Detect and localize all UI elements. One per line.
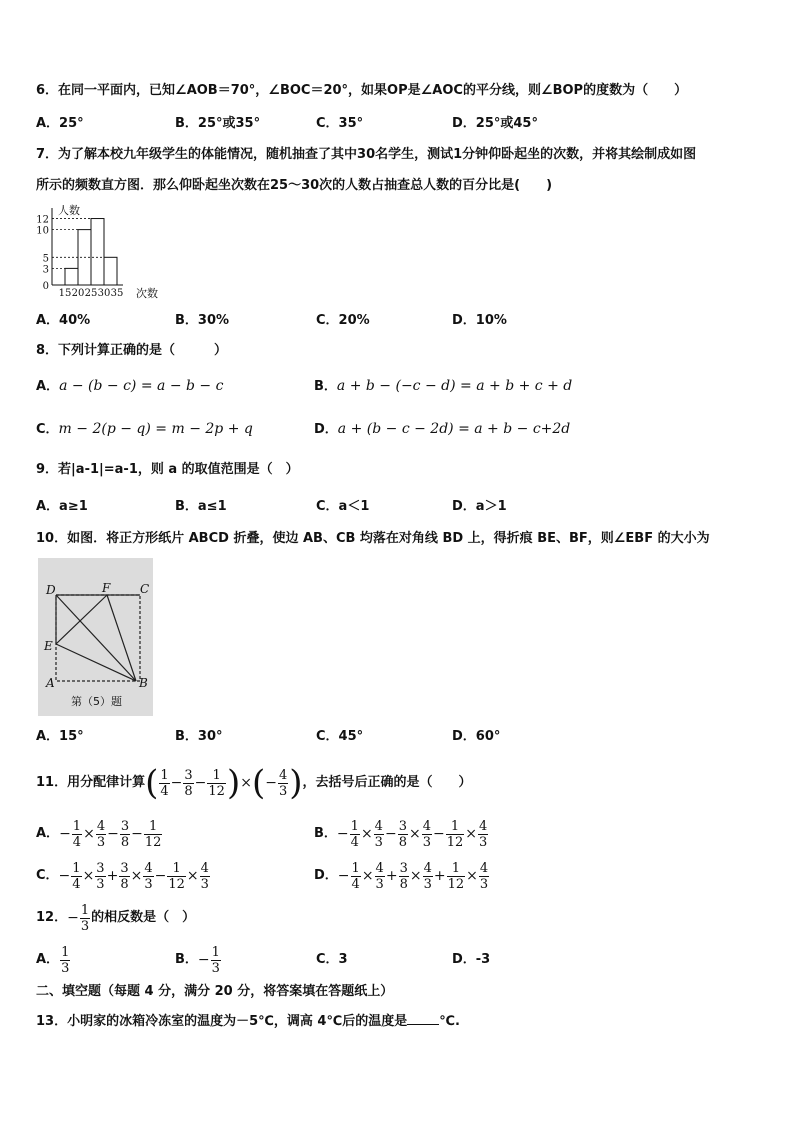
q8-option-b xyxy=(314,377,572,396)
histogram-ylabel: 人数 xyxy=(58,204,80,217)
q8-option-b-label: B． xyxy=(314,379,337,394)
q9-stem: 9．若|a-1|=a-1，则 a 的取值范围是（ ） xyxy=(36,462,299,477)
q8-option-b-expr: a + b − (−c − d) = a + b + c + d xyxy=(336,378,573,394)
q7-option-a: A．40% xyxy=(36,313,91,328)
q11-prefix: 11．用分配律计算 xyxy=(36,775,146,790)
q8-option-d-expr: a + (b − c − 2d) = a + b − c+2d xyxy=(337,421,571,437)
q6-stem: 6．在同一平面内，已知∠AOB＝70°，∠BOC＝20°，如果OP是∠AOC的平分线，则∠BOP的度数为（ ） xyxy=(36,83,688,98)
q8-stem: 8．下列计算正确的是（ ） xyxy=(36,343,228,358)
histogram-x-tick-label: 30 xyxy=(97,288,111,299)
q10-stem: 10．如图．将正方形纸片 ABCD 折叠，使边 AB、CB 均落在对角线 BD 上，得折痕 BE、BF，则∠EBF 的大小为 xyxy=(36,531,710,546)
q6-option-a: A．25° xyxy=(36,116,84,131)
q7-stem-line2: 所示的频数直方图．那么仰卧起坐次数在25～30次的人数占抽查总人数的百分比是( ) xyxy=(36,178,553,193)
point-f-label: F xyxy=(102,581,111,595)
q10-option-c: C．45° xyxy=(316,729,364,744)
q11-option-b-label: B． xyxy=(314,826,337,841)
q12-prefix: 12． xyxy=(36,910,68,925)
q11-option-c-label: C． xyxy=(36,868,59,883)
q13-answer-blank[interactable] xyxy=(407,1011,439,1025)
q10-figure xyxy=(38,558,153,716)
q8-option-a-label: A． xyxy=(36,379,60,394)
histogram-y-tick-label: 3 xyxy=(42,264,49,276)
q8-option-a xyxy=(36,377,223,396)
histogram-bar xyxy=(65,268,78,285)
q6-option-d: D．25°或45° xyxy=(452,116,538,131)
q13-stem xyxy=(36,1011,460,1031)
q13-after: ℃. xyxy=(439,1014,460,1029)
q7-option-d: D．10% xyxy=(452,313,507,328)
histogram-y-tick-label: 12 xyxy=(36,214,49,226)
histogram-x-tick-label: 20 xyxy=(71,288,85,299)
histogram-bar xyxy=(91,219,104,285)
histogram-y-tick-label: 0 xyxy=(42,281,49,292)
point-b-label: B xyxy=(139,676,148,690)
q8-option-d xyxy=(314,420,570,439)
histogram-bar xyxy=(104,257,117,285)
q12-option-a: A． $\frac{1}{3}$ xyxy=(36,944,70,976)
q8-option-a-expr: a − (b − c) = a − b − c xyxy=(59,378,224,394)
q11-option-b: B．− $\frac{1}{4}$ × $\frac{4}{3}$ − $\frac{3}{8}$ × $\frac{4}{3}$ − $\frac{1}{12}$ × $\frac{4}{3}$ xyxy=(314,818,488,850)
q12-option-c: C．3 xyxy=(316,952,348,967)
q11-suffix: ，去括号后正确的是（ ） xyxy=(302,775,472,790)
q12-suffix: 的相反数是（ ） xyxy=(91,910,196,925)
q9-option-b: B．a≤1 xyxy=(175,499,227,514)
section-2-heading: 二、填空题（每题 4 分，满分 20 分，将答案填在答题纸上） xyxy=(36,984,394,999)
histogram-chart xyxy=(30,200,170,305)
q7-option-c: C．20% xyxy=(316,313,370,328)
q11-stem: 11．用分配律计算( $\frac{1}{4}$ − $\frac{3}{8}$ − $\frac{1}{12}$ )×(− $\frac{4}{3}$ )，去括号后正确的是（ ） xyxy=(36,763,472,803)
q12-stem: 12．− $\frac{1}{3}$ 的相反数是（ ） xyxy=(36,902,196,934)
histogram-y-tick-label: 5 xyxy=(42,253,49,265)
histogram-x-tick-label: 25 xyxy=(84,288,98,299)
histogram-y-tick-label: 10 xyxy=(36,225,49,237)
q6-option-b: B．25°或35° xyxy=(175,116,261,131)
q11-option-d-label: D． xyxy=(314,868,338,883)
figure-caption: 第（5）题 xyxy=(71,695,122,708)
q10-option-b: B．30° xyxy=(175,729,223,744)
square-fold-diagram xyxy=(38,558,153,716)
q11-option-d: D．− $\frac{1}{4}$ × $\frac{4}{3}$ + $\frac{3}{8}$ × $\frac{4}{3}$ + $\frac{1}{12}$ × $\frac{4}{3}$ xyxy=(314,860,489,892)
histogram-x-tick-label: 35 xyxy=(110,288,124,299)
q9-option-c: C．a＜1 xyxy=(316,499,370,514)
q12-option-d: D．-3 xyxy=(452,952,491,967)
q12-option-b: B．− $\frac{1}{3}$ xyxy=(175,944,220,976)
q12-option-b-label: B． xyxy=(175,952,198,967)
q11-option-a-label: A． xyxy=(36,826,60,841)
q10-option-d: D．60° xyxy=(452,729,501,744)
point-c-label: C xyxy=(140,582,150,596)
q6-option-c: C．35° xyxy=(316,116,364,131)
q8-option-c-expr: m − 2(p − q) = m − 2p + q xyxy=(58,421,253,437)
point-d-label: D xyxy=(46,583,56,597)
point-e-label: E xyxy=(44,639,53,653)
q10-option-a: A．15° xyxy=(36,729,84,744)
q11-option-a: A．− $\frac{1}{4}$ × $\frac{4}{3}$ − $\frac{3}{8}$ − $\frac{1}{12}$ xyxy=(36,818,162,850)
q13-before: 13．小明家的冰箱冷冻室的温度为－5℃，调高 4℃后的温度是 xyxy=(36,1014,408,1029)
histogram-xlabel: 次数 xyxy=(136,287,158,300)
point-a-label: A xyxy=(46,676,55,690)
q8-option-c xyxy=(36,420,253,439)
q12-option-a-label: A． xyxy=(36,952,60,967)
histogram-x-tick-label: 15 xyxy=(58,288,72,299)
q8-option-c-label: C． xyxy=(36,422,59,437)
q9-option-a: A．a≥1 xyxy=(36,499,88,514)
q11-option-c: C．− $\frac{1}{4}$ × $\frac{3}{3}$ + $\frac{3}{8}$ × $\frac{4}{3}$ − $\frac{1}{12}$ × $\frac{4}{3}$ xyxy=(36,860,209,892)
q7-option-b: B．30% xyxy=(175,313,230,328)
q7-stem-line1: 7．为了解本校九年级学生的体能情况，随机抽查了其中30名学生，测试1分钟仰卧起坐的次数，并将其绘制成如图 xyxy=(36,147,697,162)
q9-option-d: D．a＞1 xyxy=(452,499,507,514)
q8-option-d-label: D． xyxy=(314,422,338,437)
